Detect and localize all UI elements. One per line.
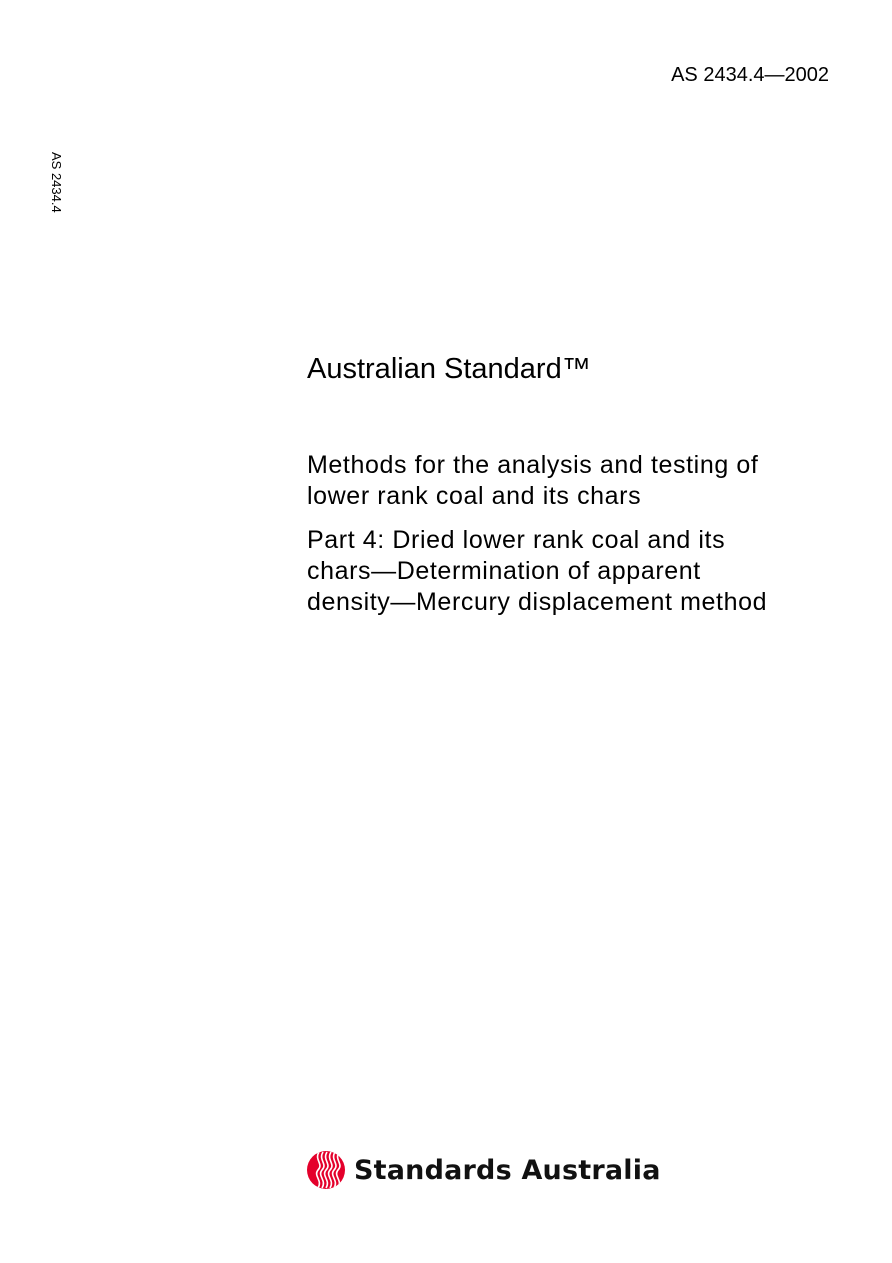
part-title <box>307 525 847 618</box>
document-title-line: Methods for the analysis and testing of <box>307 451 759 479</box>
spine-label: AS 2434.4 <box>49 152 64 213</box>
standard-type-heading: Australian Standard™ <box>307 353 591 385</box>
part-title-line: density—Mercury displacement method <box>307 588 768 616</box>
standards-australia-logo <box>306 1149 661 1191</box>
standards-australia-globe-icon <box>306 1150 346 1190</box>
part-title-line: Part 4: Dried lower rank coal and its <box>307 526 726 554</box>
document-title-line: lower rank coal and its chars <box>307 482 642 510</box>
cover-title-block <box>307 350 847 618</box>
logo-wordmark: Standards Australia <box>354 1154 661 1186</box>
document-number: AS 2434.4—2002 <box>671 64 829 86</box>
part-title-line: chars—Determination of apparent <box>307 557 701 585</box>
document-title <box>307 450 847 512</box>
